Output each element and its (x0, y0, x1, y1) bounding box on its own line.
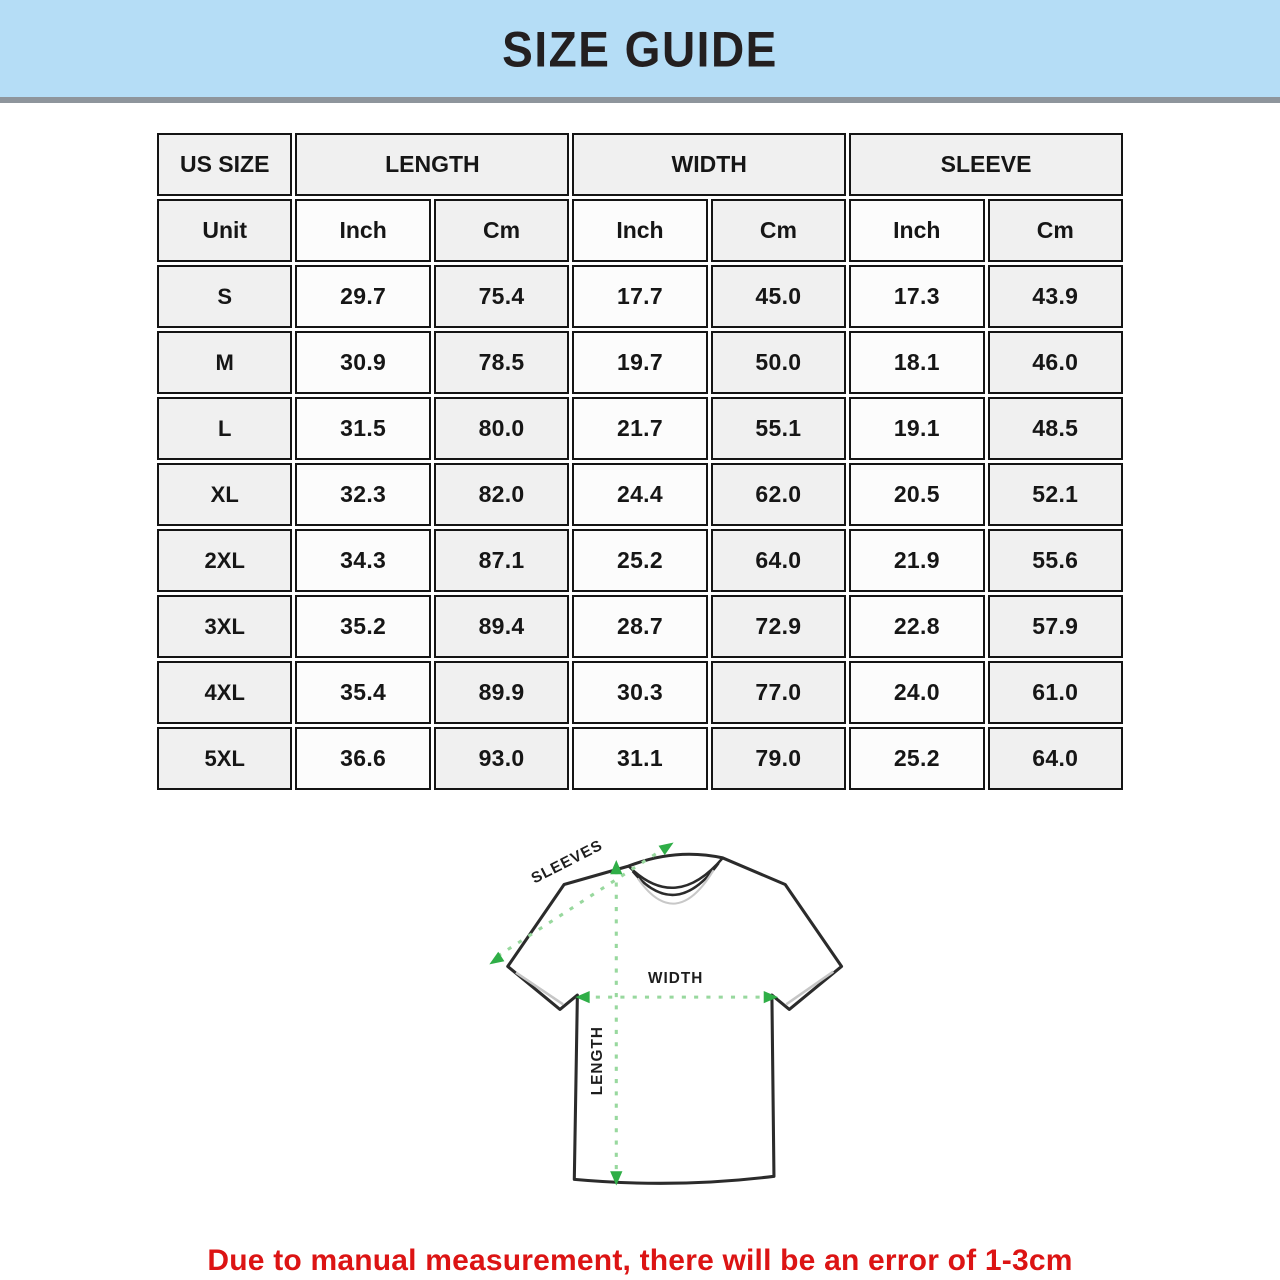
width-inch-value: 21.7 (572, 397, 707, 460)
width-inch-value: 25.2 (572, 529, 707, 592)
unit-width-cm: Cm (711, 199, 846, 262)
sleeve-cm-value: 48.5 (988, 397, 1123, 460)
length-cm-value: 87.1 (434, 529, 569, 592)
page-title: SIZE GUIDE (502, 20, 778, 77)
width-cm-value: 45.0 (711, 265, 846, 328)
table-row (157, 529, 1123, 592)
width-cm-value: 55.1 (711, 397, 846, 460)
size-label: XL (157, 463, 292, 526)
width-inch-value: 28.7 (572, 595, 707, 658)
width-inch-value: 17.7 (572, 265, 707, 328)
unit-length-cm: Cm (434, 199, 569, 262)
size-label: L (157, 397, 292, 460)
width-label: WIDTH (647, 969, 704, 987)
sleeve-inch-value: 24.0 (849, 661, 984, 724)
sleeves-label: SLEEVES (528, 836, 606, 888)
width-cm-value: 79.0 (711, 727, 846, 790)
table-row (157, 331, 1123, 394)
sleeve-cm-value: 57.9 (988, 595, 1123, 658)
length-cm-value: 93.0 (434, 727, 569, 790)
length-inch-value: 34.3 (295, 529, 430, 592)
sleeve-cm-value: 64.0 (988, 727, 1123, 790)
length-inch-value: 36.6 (295, 727, 430, 790)
length-cm-value: 80.0 (434, 397, 569, 460)
unit-sleeve-inch: Inch (849, 199, 984, 262)
table-row (157, 727, 1123, 790)
column-header-us-size: US SIZE (157, 133, 292, 196)
size-label: 2XL (157, 529, 292, 592)
length-inch-value: 30.9 (295, 331, 430, 394)
sleeves-arrowhead-start (489, 952, 504, 965)
unit-length-inch: Inch (295, 199, 430, 262)
length-inch-value: 35.4 (295, 661, 430, 724)
table-row (157, 397, 1123, 460)
unit-width-inch: Inch (572, 199, 707, 262)
size-label: 5XL (157, 727, 292, 790)
sleeve-cm-value: 55.6 (988, 529, 1123, 592)
length-cm-value: 89.9 (434, 661, 569, 724)
table-group-header-row (157, 133, 1123, 196)
sleeve-inch-value: 25.2 (849, 727, 984, 790)
width-cm-value: 50.0 (711, 331, 846, 394)
width-inch-value: 30.3 (572, 661, 707, 724)
width-inch-value: 31.1 (572, 727, 707, 790)
width-inch-value: 19.7 (572, 331, 707, 394)
sleeves-arrowhead-end (659, 843, 674, 856)
sleeve-inch-value: 22.8 (849, 595, 984, 658)
size-guide-banner (0, 0, 1280, 103)
size-label: 4XL (157, 661, 292, 724)
length-cm-value: 75.4 (434, 265, 569, 328)
size-label: M (157, 331, 292, 394)
length-cm-value: 89.4 (434, 595, 569, 658)
table-row (157, 661, 1123, 724)
sleeve-inch-value: 19.1 (849, 397, 984, 460)
size-table (154, 130, 1126, 793)
sleeve-cm-value: 43.9 (988, 265, 1123, 328)
length-label: LENGTH (588, 1026, 606, 1096)
length-cm-value: 82.0 (434, 463, 569, 526)
width-cm-value: 72.9 (711, 595, 846, 658)
column-header-width: WIDTH (572, 133, 846, 196)
table-row (157, 463, 1123, 526)
column-header-length: LENGTH (295, 133, 569, 196)
sleeve-cm-value: 52.1 (988, 463, 1123, 526)
tshirt-measurement-diagram (475, 823, 905, 1202)
column-header-sleeve: SLEEVE (849, 133, 1123, 196)
width-inch-value: 24.4 (572, 463, 707, 526)
size-guide-content (0, 130, 1280, 1278)
sleeve-inch-value: 21.9 (849, 529, 984, 592)
length-inch-value: 31.5 (295, 397, 430, 460)
length-cm-value: 78.5 (434, 331, 569, 394)
size-label: 3XL (157, 595, 292, 658)
length-inch-value: 32.3 (295, 463, 430, 526)
sleeve-cm-value: 46.0 (988, 331, 1123, 394)
length-inch-value: 35.2 (295, 595, 430, 658)
size-label: S (157, 265, 292, 328)
unit-header: Unit (157, 199, 292, 262)
sleeve-inch-value: 20.5 (849, 463, 984, 526)
length-inch-value: 29.7 (295, 265, 430, 328)
table-unit-row (157, 199, 1123, 262)
table-row (157, 595, 1123, 658)
table-row (157, 265, 1123, 328)
sleeve-cm-value: 61.0 (988, 661, 1123, 724)
sleeve-inch-value: 17.3 (849, 265, 984, 328)
width-cm-value: 77.0 (711, 661, 846, 724)
sleeve-inch-value: 18.1 (849, 331, 984, 394)
width-cm-value: 64.0 (711, 529, 846, 592)
unit-sleeve-cm: Cm (988, 199, 1123, 262)
width-cm-value: 62.0 (711, 463, 846, 526)
measurement-note: Due to manual measurement, there will be an error of 1-3cm (207, 1244, 1073, 1277)
